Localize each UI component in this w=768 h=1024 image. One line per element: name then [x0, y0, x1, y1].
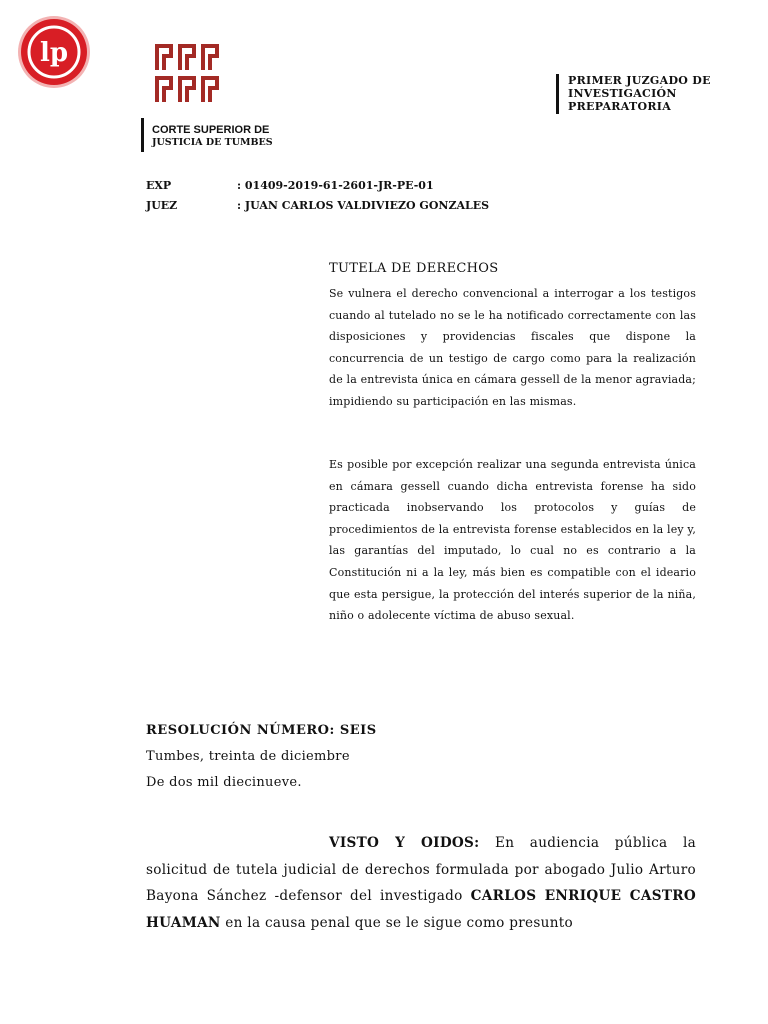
poder-judicial-logo: [155, 44, 219, 104]
juez-row: [146, 199, 489, 212]
court-line-2: INVESTIGACIÓN: [568, 87, 677, 100]
exp-value: : 01409-2019-61-2601-JR-PE-01: [237, 179, 434, 192]
resolution-title: RESOLUCIÓN NÚMERO: SEIS: [146, 723, 377, 738]
exp-label: EXP: [146, 179, 172, 192]
corte-superior-block: [141, 118, 273, 152]
visto-text-1: En audiencia pública la solicitud de tutela judicial de derechos formulada por abogado Julio Arturo Bayona Sánchez -defensor del investigado: [146, 835, 697, 905]
juez-label: JUEZ: [146, 199, 178, 212]
lp-logo: [21, 19, 87, 85]
visto-text-2: en la causa penal que se le sigue como presunto: [220, 914, 574, 931]
lp-logo-text: lp: [39, 38, 69, 68]
court-name-block: [556, 74, 728, 114]
corte-line-2: JUSTICIA DE TUMBES: [152, 137, 273, 148]
resolution-year: De dos mil diecinueve.: [146, 775, 302, 790]
resolution-place-date: Tumbes, treinta de diciembre: [146, 749, 350, 764]
investigado-name: CARLOS ENRIQUE CASTRO HUAMAN: [146, 888, 696, 931]
sumilla-paragraph-2: Es posible por excepción realizar una segunda entrevista única en cámara gessell cuando dicha entrevista forense ha sido practicada inobservando los protocolos y guías de procedimientos de la entrevista forense establecidos en la ley y, las garantías del imputado, lo cual no es contrario a la Constitución ni a la ley, más bien es compatible con el ideario que esta persigue, la protección del interés superior de la niña, niño o adolecente víctima de abuso sexual.: [329, 458, 696, 623]
visto-paragraph: [146, 830, 696, 936]
visto-lead: VISTO Y OIDOS:: [329, 835, 480, 851]
court-line-1: PRIMER JUZGADO DE: [568, 74, 711, 87]
sumilla-paragraph-1: Se vulnera el derecho convencional a interrogar a los testigos cuando al tutelado no se le ha notificado correctamente con las disposiciones y providencias fiscales que dispone la concurrencia de un testigo de cargo como para la realización de la entrevista única en cámara gessell de la menor agraviada; impidiendo su participación en las mismas.: [329, 287, 696, 408]
juez-value: : JUAN CARLOS VALDIVIEZO GONZALES: [237, 199, 490, 212]
corte-line-1: CORTE SUPERIOR DE: [152, 124, 270, 136]
exp-row: [146, 179, 434, 192]
court-line-3: PREPARATORIA: [568, 100, 672, 113]
sumilla-title: TUTELA DE DERECHOS: [329, 261, 499, 276]
